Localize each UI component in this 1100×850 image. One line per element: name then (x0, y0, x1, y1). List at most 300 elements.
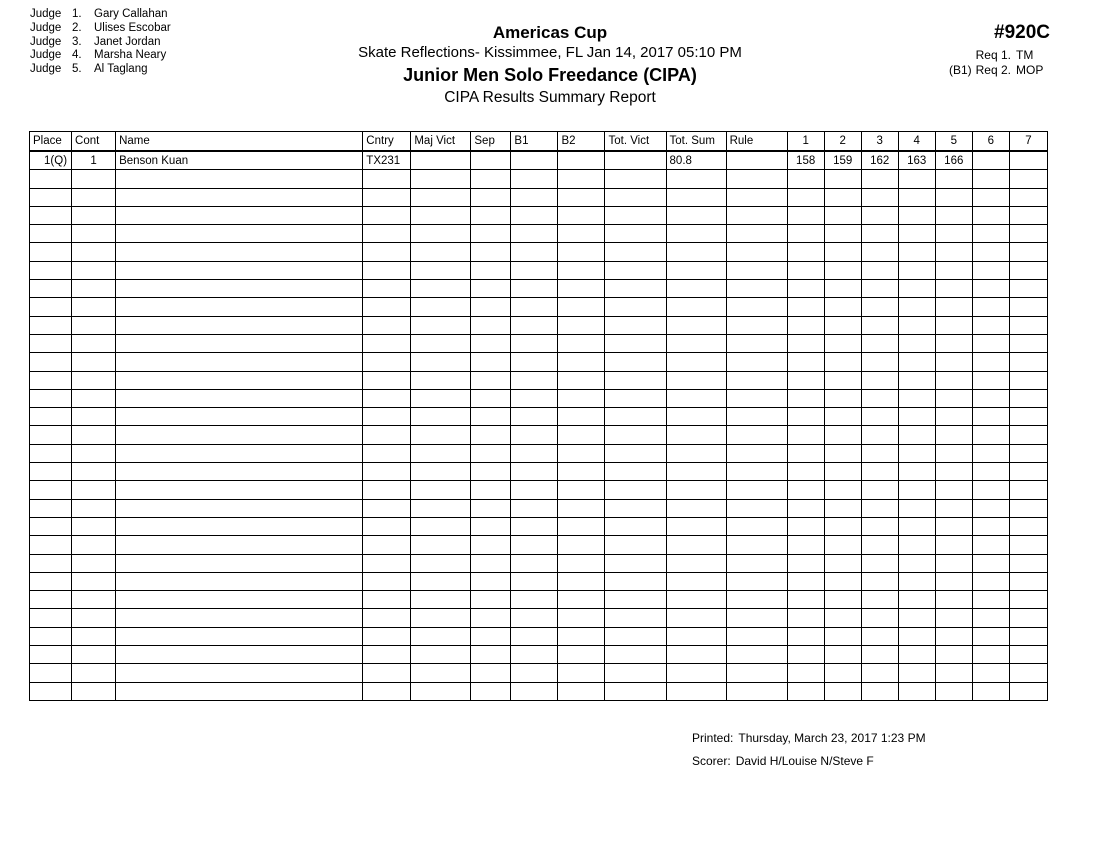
cell-cont: 1 (72, 151, 116, 170)
cell-empty (726, 243, 787, 261)
cell-empty (363, 225, 411, 243)
cell-empty (411, 225, 471, 243)
cell-empty (511, 664, 558, 682)
column-header-tot-sum: Tot. Sum (666, 132, 726, 152)
cell-empty (511, 408, 558, 426)
cell-b2 (558, 151, 605, 170)
cell-empty (511, 298, 558, 316)
cell-empty (972, 426, 1009, 444)
cell-empty (72, 206, 116, 224)
cell-empty (605, 682, 666, 700)
cell-empty (972, 517, 1009, 535)
cell-empty (666, 572, 726, 590)
cell-empty (116, 517, 363, 535)
cell-empty (726, 646, 787, 664)
cell-judge-1: 158 (787, 151, 824, 170)
cell-empty (861, 316, 898, 334)
cell-empty (116, 591, 363, 609)
cell-empty (558, 572, 605, 590)
table-row-empty[interactable] (30, 572, 1048, 590)
cell-empty (1009, 371, 1047, 389)
cell-empty (861, 444, 898, 462)
cell-empty (511, 316, 558, 334)
cell-empty (30, 463, 72, 481)
report-header (0, 22, 1100, 109)
cell-empty (666, 188, 726, 206)
cell-empty (363, 499, 411, 517)
table-row-empty[interactable] (30, 243, 1048, 261)
cell-empty (972, 334, 1009, 352)
cell-empty (363, 609, 411, 627)
cell-empty (471, 591, 511, 609)
cell-empty (898, 554, 935, 572)
cell-judge-3: 162 (861, 151, 898, 170)
cell-empty (471, 646, 511, 664)
table-row-empty[interactable] (30, 280, 1048, 298)
judge-name: Janet Jordan (94, 35, 161, 48)
cell-empty (605, 334, 666, 352)
cell-empty (511, 646, 558, 664)
cell-empty (511, 206, 558, 224)
table-row-empty[interactable] (30, 499, 1048, 517)
cell-empty (30, 225, 72, 243)
cell-empty (787, 371, 824, 389)
cell-empty (666, 334, 726, 352)
cell-empty (558, 664, 605, 682)
cell-empty (471, 225, 511, 243)
cell-empty (787, 664, 824, 682)
cell-empty (1009, 261, 1047, 279)
cell-empty (898, 536, 935, 554)
judge-name: Al Taglang (94, 63, 148, 76)
cell-place: 1(Q) (30, 151, 72, 170)
cell-empty (116, 609, 363, 627)
cell-empty (1009, 225, 1047, 243)
cell-empty (116, 481, 363, 499)
cell-empty (116, 536, 363, 554)
cell-empty (72, 609, 116, 627)
cell-empty (898, 499, 935, 517)
cell-empty (726, 316, 787, 334)
cell-empty (898, 188, 935, 206)
cell-empty (411, 682, 471, 700)
cell-empty (726, 682, 787, 700)
table-row-empty[interactable] (30, 481, 1048, 499)
cell-empty (787, 206, 824, 224)
cell-empty (72, 444, 116, 462)
cell-empty (30, 536, 72, 554)
cell-empty (898, 371, 935, 389)
cell-empty (861, 682, 898, 700)
cell-empty (363, 481, 411, 499)
cell-empty (972, 481, 1009, 499)
scorer-value: David H/Louise N/Steve F (735, 754, 874, 768)
cell-empty (116, 444, 363, 462)
table-row-empty[interactable] (30, 334, 1048, 352)
cell-empty (972, 682, 1009, 700)
cell-empty (511, 627, 558, 645)
cell-empty (898, 682, 935, 700)
cell-empty (726, 536, 787, 554)
cell-empty (824, 225, 861, 243)
table-row-empty[interactable] (30, 463, 1048, 481)
cell-empty (411, 353, 471, 371)
cell-empty (30, 591, 72, 609)
cell-empty (935, 536, 972, 554)
table-row-empty[interactable] (30, 627, 1048, 645)
cell-empty (471, 353, 511, 371)
cell-empty (666, 444, 726, 462)
cell-empty (898, 334, 935, 352)
cell-empty (666, 609, 726, 627)
cell-empty (116, 554, 363, 572)
cell-empty (411, 389, 471, 407)
cell-empty (363, 243, 411, 261)
column-header-judge-6: 6 (972, 132, 1009, 152)
cell-empty (1009, 554, 1047, 572)
scorer-line (692, 750, 926, 773)
cell-empty (30, 353, 72, 371)
cell-empty (30, 682, 72, 700)
cell-empty (898, 517, 935, 535)
cell-empty (935, 408, 972, 426)
cell-empty (726, 664, 787, 682)
cell-empty (363, 627, 411, 645)
cell-empty (972, 444, 1009, 462)
cell-empty (824, 206, 861, 224)
cell-empty (726, 188, 787, 206)
table-row-empty[interactable] (30, 646, 1048, 664)
cell-empty (558, 627, 605, 645)
cell-judge-7 (1009, 151, 1047, 170)
cell-empty (72, 225, 116, 243)
cell-empty (935, 463, 972, 481)
table-row-empty[interactable] (30, 353, 1048, 371)
cell-empty (363, 664, 411, 682)
cell-empty (511, 426, 558, 444)
cell-empty (972, 554, 1009, 572)
table-row-empty[interactable] (30, 170, 1048, 188)
cell-empty (411, 316, 471, 334)
cell-empty (666, 591, 726, 609)
cell-empty (787, 280, 824, 298)
judge-number: 2. (72, 21, 82, 34)
cell-empty (72, 627, 116, 645)
cell-empty (972, 206, 1009, 224)
cell-empty (558, 408, 605, 426)
cell-empty (411, 517, 471, 535)
cell-empty (471, 682, 511, 700)
cell-empty (666, 298, 726, 316)
cell-tot-sum: 80.8 (666, 151, 726, 170)
cell-empty (726, 371, 787, 389)
cell-empty (411, 481, 471, 499)
cell-empty (605, 646, 666, 664)
cell-empty (411, 371, 471, 389)
judge-number: 5. (72, 63, 82, 76)
cell-empty (972, 261, 1009, 279)
cell-empty (935, 627, 972, 645)
cell-empty (72, 243, 116, 261)
report-subtitle: CIPA Results Summary Report (444, 89, 656, 106)
cell-empty (666, 554, 726, 572)
cell-empty (411, 609, 471, 627)
cell-empty (30, 371, 72, 389)
cell-empty (1009, 481, 1047, 499)
cell-empty (558, 243, 605, 261)
cell-judge-4: 163 (898, 151, 935, 170)
requirements-list (942, 48, 1050, 77)
cell-empty (935, 444, 972, 462)
table-row-empty[interactable] (30, 261, 1048, 279)
cell-empty (726, 408, 787, 426)
cell-empty (511, 572, 558, 590)
column-header-maj-vict: Maj Vict (411, 132, 471, 152)
cell-empty (824, 627, 861, 645)
cell-empty (861, 353, 898, 371)
cell-empty (972, 353, 1009, 371)
cell-empty (30, 334, 72, 352)
cell-empty (511, 261, 558, 279)
table-row[interactable] (30, 151, 1048, 170)
cell-empty (30, 261, 72, 279)
event-name: Americas Cup (492, 23, 608, 42)
cell-empty (116, 646, 363, 664)
table-row-empty[interactable] (30, 389, 1048, 407)
cell-empty (898, 609, 935, 627)
requirement-item (942, 63, 1050, 78)
cell-empty (972, 188, 1009, 206)
table-row-empty[interactable] (30, 444, 1048, 462)
cell-name: Benson Kuan (116, 151, 363, 170)
cell-empty (471, 188, 511, 206)
cell-empty (411, 170, 471, 188)
cell-empty (861, 225, 898, 243)
cell-empty (787, 627, 824, 645)
cell-empty (1009, 206, 1047, 224)
cell-empty (411, 426, 471, 444)
cell-empty (935, 609, 972, 627)
cell-empty (935, 334, 972, 352)
cell-empty (726, 280, 787, 298)
cell-empty (471, 170, 511, 188)
requirement-prefix: (B1) (948, 62, 972, 77)
cell-empty (511, 280, 558, 298)
cell-empty (363, 206, 411, 224)
table-row-empty[interactable] (30, 682, 1048, 700)
cell-empty (558, 389, 605, 407)
cell-empty (898, 444, 935, 462)
cell-empty (898, 261, 935, 279)
cell-empty (935, 298, 972, 316)
cell-empty (30, 206, 72, 224)
cell-empty (972, 225, 1009, 243)
cell-empty (363, 591, 411, 609)
cell-empty (471, 206, 511, 224)
cell-empty (511, 371, 558, 389)
cell-empty (787, 298, 824, 316)
table-row-empty[interactable] (30, 426, 1048, 444)
report-footer (692, 727, 926, 773)
cell-empty (898, 646, 935, 664)
cell-empty (972, 591, 1009, 609)
cell-empty (511, 444, 558, 462)
event-category-title: Junior Men Solo Freedance (CIPA) (403, 65, 697, 85)
cell-empty (1009, 609, 1047, 627)
cell-judge-2: 159 (824, 151, 861, 170)
cell-empty (861, 298, 898, 316)
cell-empty (666, 316, 726, 334)
cell-empty (824, 554, 861, 572)
table-row-empty[interactable] (30, 664, 1048, 682)
judge-name: Gary Callahan (94, 8, 168, 20)
cell-empty (824, 261, 861, 279)
column-header-cntry: Cntry (363, 132, 411, 152)
cell-empty (471, 554, 511, 572)
cell-empty (511, 591, 558, 609)
column-header-rule: Rule (726, 132, 787, 152)
cell-empty (898, 298, 935, 316)
cell-empty (935, 170, 972, 188)
cell-empty (72, 334, 116, 352)
cell-empty (511, 188, 558, 206)
table-row-empty[interactable] (30, 554, 1048, 572)
cell-empty (511, 682, 558, 700)
printed-label: Printed: (692, 731, 734, 745)
cell-empty (972, 627, 1009, 645)
cell-empty (935, 572, 972, 590)
cell-empty (605, 627, 666, 645)
table-row-empty[interactable] (30, 408, 1048, 426)
cell-empty (972, 536, 1009, 554)
table-row-empty[interactable] (30, 609, 1048, 627)
table-row-empty[interactable] (30, 536, 1048, 554)
cell-empty (363, 572, 411, 590)
table-row-empty[interactable] (30, 591, 1048, 609)
cell-empty (861, 609, 898, 627)
cell-empty (935, 261, 972, 279)
cell-empty (666, 481, 726, 499)
cell-empty (471, 536, 511, 554)
cell-empty (1009, 646, 1047, 664)
cell-empty (726, 444, 787, 462)
cell-empty (72, 591, 116, 609)
cell-empty (824, 682, 861, 700)
cell-empty (116, 463, 363, 481)
cell-empty (511, 334, 558, 352)
cell-empty (116, 371, 363, 389)
cell-empty (411, 463, 471, 481)
column-header-b1: B1 (511, 132, 558, 152)
cell-empty (898, 463, 935, 481)
printed-line (692, 727, 926, 750)
cell-empty (363, 646, 411, 664)
table-row-empty[interactable] (30, 206, 1048, 224)
cell-empty (861, 389, 898, 407)
event-number-panel (942, 22, 1050, 77)
cell-empty (72, 389, 116, 407)
cell-empty (666, 536, 726, 554)
cell-empty (1009, 243, 1047, 261)
table-row-empty[interactable] (30, 225, 1048, 243)
cell-empty (935, 664, 972, 682)
cell-empty (558, 444, 605, 462)
cell-empty (861, 243, 898, 261)
cell-empty (411, 444, 471, 462)
column-header-place: Place (30, 132, 72, 152)
cell-empty (605, 426, 666, 444)
cell-empty (787, 609, 824, 627)
cell-empty (72, 481, 116, 499)
cell-empty (935, 481, 972, 499)
cell-empty (1009, 682, 1047, 700)
cell-empty (898, 206, 935, 224)
cell-empty (935, 554, 972, 572)
table-row-empty[interactable] (30, 316, 1048, 334)
cell-empty (1009, 499, 1047, 517)
table-row-empty[interactable] (30, 188, 1048, 206)
cell-empty (726, 463, 787, 481)
cell-empty (824, 243, 861, 261)
cell-empty (726, 225, 787, 243)
cell-empty (411, 280, 471, 298)
cell-empty (898, 572, 935, 590)
cell-empty (1009, 536, 1047, 554)
table-row-empty[interactable] (30, 298, 1048, 316)
cell-empty (605, 444, 666, 462)
cell-empty (558, 463, 605, 481)
table-row-empty[interactable] (30, 517, 1048, 535)
cell-empty (898, 426, 935, 444)
cell-empty (1009, 444, 1047, 462)
cell-empty (935, 517, 972, 535)
cell-empty (605, 517, 666, 535)
cell-empty (787, 353, 824, 371)
cell-empty (824, 280, 861, 298)
cell-empty (861, 664, 898, 682)
scorer-label: Scorer: (692, 754, 731, 768)
cell-empty (116, 664, 363, 682)
cell-empty (666, 517, 726, 535)
cell-empty (72, 664, 116, 682)
cell-empty (72, 517, 116, 535)
cell-empty (824, 664, 861, 682)
cell-empty (605, 499, 666, 517)
cell-empty (558, 170, 605, 188)
cell-empty (1009, 664, 1047, 682)
cell-empty (72, 316, 116, 334)
cell-empty (116, 426, 363, 444)
cell-empty (824, 517, 861, 535)
cell-empty (935, 591, 972, 609)
cell-empty (411, 261, 471, 279)
judge-name: Ulises Escobar (94, 21, 171, 34)
cell-empty (1009, 426, 1047, 444)
cell-empty (363, 444, 411, 462)
cell-empty (30, 389, 72, 407)
cell-empty (363, 170, 411, 188)
cell-maj-vict (411, 151, 471, 170)
cell-empty (898, 170, 935, 188)
cell-empty (558, 591, 605, 609)
cell-empty (605, 554, 666, 572)
table-row-empty[interactable] (30, 371, 1048, 389)
cell-empty (116, 499, 363, 517)
cell-rule (726, 151, 787, 170)
cell-empty (363, 298, 411, 316)
cell-empty (471, 664, 511, 682)
cell-empty (787, 554, 824, 572)
